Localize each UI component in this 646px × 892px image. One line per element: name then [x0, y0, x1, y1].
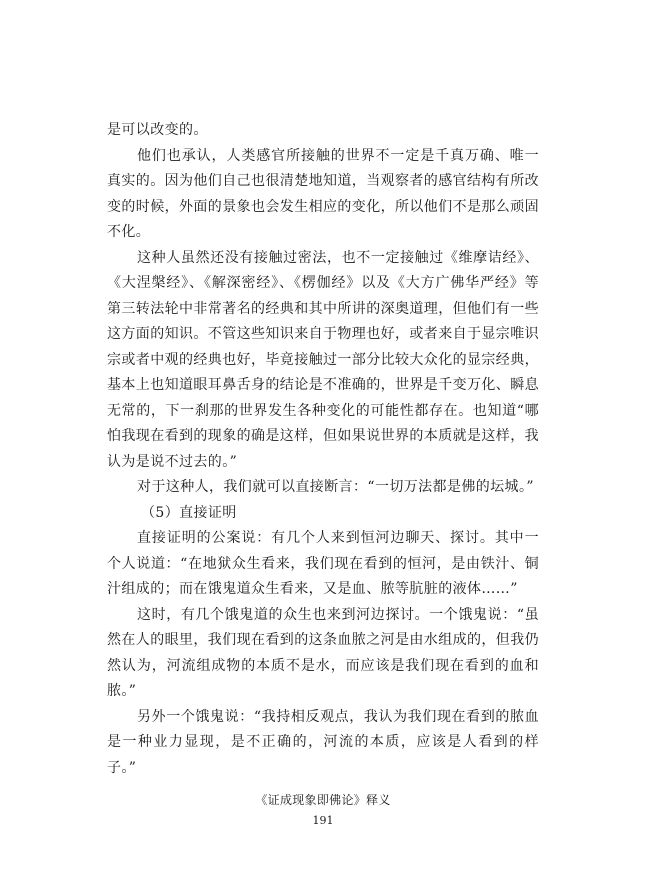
- running-footer-title: 《证成现象即佛论》释义: [255, 793, 391, 807]
- paragraph: 是可以改变的。: [107, 122, 208, 138]
- body-text: [107, 118, 539, 781]
- section-heading: （5）直接证明: [141, 504, 237, 521]
- page-number: 191: [312, 814, 334, 827]
- paragraph: 他们也承认，人类感官所接触的世界不一定是千真万确、唯一真实的。因为他们自己也很清楚地知道，当观察者的感官结构有所改变的时候，外面的景象也会发生相应的变化，所以他们不是那么顽固不化。: [107, 147, 539, 240]
- paragraph: 这时，有几个饿鬼道的众生也来到河边探讨。一个饿鬼说：“虽然在人的眼里，我们现在看到的这条血脓之河是由水组成的，但我仍然认为，河流组成物的本质不是水，而应该是我们现在看到的血和脓。”: [107, 606, 539, 699]
- paragraph: 这种人虽然还没有接触过密法，也不一定接触过《维摩诘经》、《大涅槃经》、《解深密经》、《楞伽经》以及《大方广佛华严经》等第三转法轮中非常著名的经典和其中所讲的深奥道理，但他们有一些这方面的知识。不管这些知识来自于物理也好，或者来自于显宗唯识宗或者中观的经典也好，毕竟接触过一部分比较大众化的显宗经典，基本上也知道眼耳鼻舌身的结论是不准确的，世界是千变万化、瞬息无常的，下一刹那的世界发生各种变化的可能性都存在。也知道“哪怕我现在看到的现象的确是这样，但如果说世界的本质就是这样，我认为是说不过去的。”: [107, 249, 539, 470]
- paragraph: 另外一个饿鬼说：“我持相反观点，我认为我们现在看到的脓血是一种业力显现，是不正确的，河流的本质，应该是人看到的样子。”: [107, 708, 539, 776]
- paragraph: 对于这种人，我们就可以直接断言：“一切万法都是佛的坛城。”: [137, 479, 534, 495]
- paragraph: 直接证明的公案说：有几个人来到恒河边聊天、探讨。其中一个人说道：“在地狱众生看来，我们现在看到的恒河，是由铁汁、铜汁组成的；而在饿鬼道众生看来，又是血、脓等肮脏的液体……”: [107, 530, 539, 597]
